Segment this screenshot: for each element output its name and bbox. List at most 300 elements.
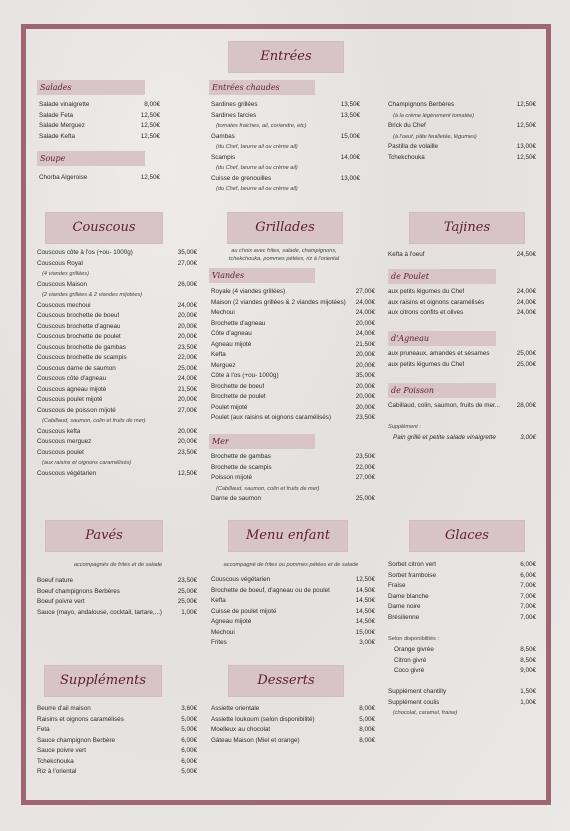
subheader-salades: Salades [37,80,145,95]
menu-item [388,602,536,613]
item-note: (Cabillaud, saumon, colin et fruits de mer) [42,418,146,424]
menu-item [37,437,197,448]
section-desserts [211,704,375,746]
menu-item [37,322,197,333]
item-price: 1,00€ [181,608,197,616]
item-name: Salade vinaigrette [39,101,90,108]
item-price: 22,00€ [177,354,197,361]
item-price: 28,00€ [516,402,536,409]
menu-item [388,360,536,371]
item-name: Fraise [388,582,406,589]
menu-item [37,280,197,291]
menu-item [39,132,160,143]
item-price: 12,50€ [140,122,160,129]
section-entrees-chaudes [211,100,360,195]
item-note: (à l'oeuf, pâte feuilletée, légumes) [393,133,477,140]
item-name: Cabillaud, colin, saumon, fruits de mer... [388,402,500,409]
menu-item [211,725,375,736]
item-price: 14,50€ [355,618,375,625]
item-name: Chorba Algeroise [39,174,88,181]
section-glaces [388,560,536,623]
menu-item [388,571,536,582]
menu-item [211,463,375,474]
item-name: Couscous brochette de gambas [37,343,126,351]
item-name: Brochette de boeuf [211,382,265,390]
header-grillades: Grillades [228,213,342,243]
item-price: 20,00€ [355,393,375,400]
item-note: (4 viandes grillées) [42,271,89,277]
subheader-d-agneau: d'Agneau [388,331,496,346]
item-name: Couscous côte à l'os (+ou- 1000g) [37,249,133,256]
section-menu-enfant [211,575,375,649]
item-price: 6,00€ [181,757,197,765]
item-name: Couscous végétarien [37,469,97,477]
item-name: Couscous agneau mijoté [37,385,107,393]
item-name: Sauce (mayo, andalouse, cocktail, tartare,...) [37,608,162,616]
item-price: 8,00€ [144,101,160,108]
item-name: Brochette d'agneau [211,319,266,327]
item-price: 27,00€ [355,474,375,481]
item-name: Brochette de scampis [211,463,272,471]
menu-item [388,100,536,111]
menu-item [39,173,160,184]
item-name: Champignons Berbères [388,101,455,108]
section-supplements [37,704,197,778]
item-name: Couscous brochette de boeuf [37,312,120,319]
enfant-intro [206,560,376,571]
item-name: Assiette loukoum (selon disponibilité) [211,715,315,723]
menu-item [388,308,536,319]
menu-item [211,392,375,403]
item-name: Boeuf nature [37,577,74,584]
item-name: Dame blanche [388,592,429,600]
item-price: 5,00€ [181,715,197,723]
item-name: Agneau mijoté [211,340,252,348]
item-price: 27,00€ [177,406,197,414]
item-name: Couscous merguez [37,438,92,445]
item-price: 15,00€ [340,132,360,140]
menu-item [37,385,197,396]
menu-item [388,349,536,360]
item-name: Couscous mechoui [37,301,91,309]
header-tajines: Tajines [410,213,524,243]
item-price: 6,00€ [181,747,197,754]
item-name: Boeuf champignons Berbères [37,587,120,595]
header-paves: Pavés [46,521,162,551]
menu-item [388,560,536,571]
item-name: Pastilla de volaille [388,143,439,150]
section-mer [211,452,375,505]
item-price: 12,50€ [355,576,375,583]
item-name: Raisins et oignons caramélisés [37,715,124,723]
item-name: Sardines grillées [211,101,258,108]
grillades-intro-line-2: tchekchouka, pommes pétées, riz à l'oriental [228,256,340,262]
item-price: 35,00€ [355,372,375,379]
item-price: 7,00€ [520,582,536,589]
item-price: 24,00€ [516,309,536,316]
item-name: Couscous darne de saumon [37,364,116,372]
item-price: 6,00€ [520,571,536,579]
item-price: 13,50€ [340,111,360,119]
section-soupe [39,173,160,184]
subheader-entrees-chaudes: Entrées chaudes [209,80,315,95]
item-price: 12,50€ [140,132,160,140]
item-name: Couscous poulet [37,448,84,456]
menu-item [211,298,375,309]
item-price: 12,50€ [516,153,536,161]
item-price: 24,00€ [355,298,375,306]
item-name: Supplément chantilly [388,688,447,695]
header-supplements: Suppléments [45,666,161,696]
item-price: 24,50€ [516,251,536,258]
item-price: 7,00€ [520,603,536,610]
item-price: 3,00€ [520,433,536,441]
item-price: 24,00€ [516,288,536,295]
item-name: Assiette orientale [211,705,260,712]
item-price: 20,00€ [355,382,375,390]
item-note: (à la crème légèrement tomatée) [393,112,475,119]
menu-item [37,469,197,480]
item-name: Supplément coulis [388,698,440,706]
menu-item [211,287,375,298]
item-name: Tchekchouka [37,757,74,765]
section-paves [37,576,197,618]
item-name: Gambas [211,132,235,140]
menu-item [211,350,375,361]
item-price: 20,00€ [177,438,197,445]
item-price: 8,50€ [520,656,536,664]
item-price: 27,00€ [355,288,375,295]
item-name: Kefta [211,351,226,358]
menu-item [388,698,536,709]
menu-item [37,704,197,715]
menu-item [37,259,197,270]
enfant-intro-text: accompagné de frites ou pommes pétées et de salade [223,562,359,568]
item-price: 12,50€ [177,469,197,477]
item-name: Sardines farcies [211,111,257,119]
item-note: (du Chef, beurre ail ou crème ail) [216,186,298,192]
item-price: 20,00€ [355,361,375,369]
item-name: Côte à l'os (+ou- 1000g) [211,372,279,379]
item-name: Beurre d'ail maison [37,705,91,712]
item-name: Poulet (aux raisins et oignons caramélisés) [211,414,332,421]
menu-item [388,401,536,412]
item-price: 25,00€ [355,495,375,502]
menu-item [211,473,375,484]
item-price: 8,00€ [359,736,375,744]
subheader-de-poulet: de Poulet [388,269,496,284]
item-name: Maison (2 viandes grillées & 2 viandes mijotées) [211,298,346,306]
menu-item [211,329,375,340]
menu-item [211,153,360,164]
section-entrees-col3 [388,100,536,163]
menu-item [37,576,197,587]
item-price: 20,00€ [355,319,375,327]
item-price: 25,00€ [177,364,197,372]
item-name: Riz à l'oriental [37,768,77,775]
paves-intro [39,560,197,571]
section-viandes [211,287,375,424]
menu-item [37,427,197,438]
header-glaces: Glaces [410,521,524,551]
item-price: 12,50€ [140,111,160,119]
glaces-selon [388,634,536,645]
menu-item [211,319,375,330]
menu-item [211,174,360,185]
item-name: Poulet mijoté [211,403,248,411]
item-name: Poisson mijoté [211,474,252,481]
item-name: aux raisins et oignons caramélisés [388,298,485,306]
menu-item [211,607,375,618]
item-name: Salade Kefta [39,132,76,140]
menu-item [211,575,375,586]
item-name: Couscous brochette d'agneau [37,322,121,330]
item-price: 15,00€ [355,628,375,636]
menu-item [37,448,197,459]
paves-intro-text: accompagnés de frites et de salade [73,562,163,568]
item-name: Brochette de poulet [211,393,266,400]
item-name: Brésilienne [388,613,420,621]
item-name: Kefta [211,597,226,604]
subheader-soupe: Soupe [37,151,145,166]
item-price: 5,00€ [181,726,197,733]
menu-item [211,736,375,747]
menu-item [37,597,197,608]
menu-item [211,628,375,639]
menu-item [37,301,197,312]
item-name: Feta [37,726,50,733]
section-glaces-supp [388,687,536,719]
menu-item [211,413,375,424]
menu-item [211,132,360,143]
item-price: 25,00€ [516,350,536,357]
item-price: 20,00€ [355,403,375,411]
item-name: aux pruneaux, amandes et sésames [388,350,490,357]
item-name: Pain grillé et petite salade vinaigrette [393,433,496,441]
item-name: Couscous kefta [37,427,81,435]
item-name: aux petits légumes du Chef [388,360,465,368]
menu-item [39,121,160,132]
item-price: 21,50€ [177,385,197,393]
menu-item [39,111,160,122]
item-name: Kefta à l'oeuf [388,251,425,258]
item-name: Dame noire [388,603,421,610]
menu-item [37,248,197,259]
menu-item [388,592,536,603]
item-name: Boeuf poivre vert [37,598,85,605]
menu-item [211,111,360,122]
item-name: aux petits légumes du Chef [388,288,465,295]
section-glaces-selon-items [394,645,536,677]
item-price: 7,00€ [520,592,536,600]
item-price: 3,60€ [181,705,197,712]
menu-item [211,340,375,351]
menu-item [388,687,536,698]
menu-item [37,767,197,778]
item-price: 23,50€ [355,453,375,460]
menu-item [388,142,536,153]
item-name: Brick du Chef [388,122,426,129]
header-entrees: Entrées [229,42,343,72]
menu-item [394,666,536,677]
item-name: Darne de saumon [211,495,262,502]
item-name: Agneau mijoté [211,618,252,625]
item-name: Couscous végétarien [211,576,271,583]
item-price: 23,50€ [177,448,197,456]
item-name: Merguez [211,361,236,369]
menu-item [37,736,197,747]
item-price: 14,00€ [340,153,360,161]
menu-item [37,746,197,757]
menu-item [211,596,375,607]
item-price: 20,00€ [177,312,197,319]
item-name: Moelleux au chocolat [211,726,271,733]
item-price: 24,00€ [516,298,536,306]
item-price: 35,00€ [177,249,197,256]
item-name: Salade Feta [39,111,73,119]
item-price: 7,00€ [520,613,536,621]
item-price: 12,50€ [516,101,536,108]
item-price: 13,50€ [340,101,360,108]
item-name: Cuisse de poulet mijoté [211,607,277,615]
header-menu-enfant: Menu enfant [229,521,347,551]
grillades-intro [209,247,359,263]
section-tajine-poisson [388,401,536,412]
menu-item [37,757,197,768]
subheader-mer: Mer [209,434,315,449]
menu-item [37,353,197,364]
item-price: 25,00€ [177,598,197,605]
menu-item [39,100,160,111]
menu-item [388,581,536,592]
menu-item [37,395,197,406]
item-price: 6,00€ [181,736,197,744]
subheader-de-poisson: de Poisson [388,383,496,398]
subheader-viandes: Viandes [209,268,315,283]
header-desserts: Desserts [229,666,343,696]
item-name: Brochette de boeuf, d'agneau ou de poulet [211,586,330,594]
header-couscous: Couscous [46,213,162,243]
item-name: Gâteau Maison (Miel et orange) [211,736,300,744]
menu-item [37,406,197,417]
item-price: 6,00€ [520,561,536,568]
item-name: Couscous brochette de poulet [37,333,121,340]
menu-item [37,364,197,375]
glaces-selon-label: Selon disponibilités : [388,636,439,642]
menu-item [388,287,536,298]
item-name: Mechoui [211,309,235,316]
item-price: 25,00€ [516,360,536,368]
menu-item [211,704,375,715]
item-price: 5,00€ [181,768,197,775]
menu-item [394,645,536,656]
menu-item [37,332,197,343]
item-name: Mechoui [211,628,235,636]
menu-item [388,613,536,624]
item-price: 25,00€ [177,587,197,595]
section-couscous [37,248,197,479]
item-price: 1,50€ [520,688,536,695]
item-note: (du Chef, beurre ail ou crème ail) [216,144,298,150]
menu-item [211,617,375,628]
item-price: 20,00€ [177,333,197,340]
menu-item [211,382,375,393]
item-price: 5,00€ [359,715,375,723]
item-price: 1,00€ [520,698,536,706]
item-price: 24,00€ [355,309,375,316]
item-note: (tomates fraiches, ail, coriandre, etc) [216,123,307,129]
menu-item [211,715,375,726]
menu-item [37,311,197,322]
item-price: 13,00€ [340,174,360,182]
item-price: 20,00€ [355,351,375,358]
item-note: (aux raisins et oignons caramélisés) [42,460,132,466]
item-name: aux citrons confits et olives [388,309,464,316]
section-tajine-oeuf [388,250,536,261]
item-note: (2 viandes grillées & 2 viandes mijotées) [42,292,143,298]
item-name: Couscous Royal [37,259,83,267]
section-tajine-poulet [388,287,536,319]
item-name: Coco givré [394,667,425,674]
menu-item [388,298,536,309]
menu-item [211,100,360,111]
menu-item [211,361,375,372]
item-name: Couscous côte d'agneau [37,375,107,382]
item-price: 23,50€ [177,577,197,584]
item-price: 8,00€ [359,726,375,733]
item-price: 24,00€ [177,375,197,382]
item-price: 8,50€ [520,646,536,653]
item-price: 8,00€ [359,705,375,712]
menu-item [394,656,536,667]
item-name: Sorbet citron vert [388,561,436,568]
item-price: 23,50€ [355,414,375,421]
item-note: (Cabillaud, saumon, colin et fruits de mer) [216,485,320,492]
item-note: (chocolat, caramel, fraise) [393,710,458,716]
item-name: Couscous de poisson mijoté [37,406,116,414]
item-price: 20,00€ [177,322,197,330]
tajine-supplement [388,422,536,443]
menu-item [37,343,197,354]
item-price: 14,50€ [355,597,375,604]
menu-item [37,725,197,736]
section-salades [39,100,160,142]
item-price: 23,50€ [177,343,197,351]
item-name: Citron givré [394,656,427,664]
item-price: 22,00€ [355,463,375,471]
item-name: Sauce poivre vert [37,747,87,754]
grillades-intro-line-1: au choix avec frites, salade, champignons, [231,248,337,254]
item-price: 9,00€ [520,667,536,674]
menu-item [211,586,375,597]
item-name: Couscous poulet mijoté [37,396,103,403]
item-name: Couscous brochette de scampis [37,354,127,361]
item-price: 14,50€ [355,586,375,594]
menu-item [211,403,375,414]
item-price: 13,00€ [516,143,536,150]
menu-item [211,494,375,505]
tajine-supplement-label: Supplément : [388,424,421,430]
item-price: 12,50€ [140,174,160,181]
menu-item [37,715,197,726]
item-price: 12,50€ [516,122,536,129]
section-tajine-agneau [388,349,536,370]
item-name: Brochette de gambas [211,453,271,460]
tajine-supplement-item [388,433,536,444]
item-price: 27,00€ [177,259,197,267]
item-note: (du Chef, beurre ail ou crème ail) [216,165,298,171]
menu-item [211,371,375,382]
